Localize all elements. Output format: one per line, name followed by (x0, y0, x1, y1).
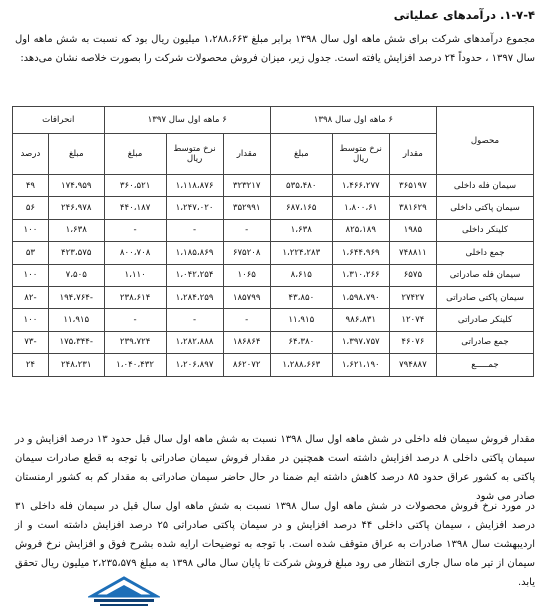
qty-1397-cell: ۸۶۲۰۷۲ (223, 354, 270, 376)
deviation-percent-cell: -۸۲ (13, 286, 49, 308)
rate-1397-cell: - (166, 309, 223, 331)
rate-1398-cell: ۱،۸۰۰،۶۱ (332, 197, 389, 219)
row-label-cell: جمع صادراتی (437, 331, 534, 353)
rate-1397-cell: ۱،۲۴۷،۰۲۰ (166, 197, 223, 219)
header-amount-1398: مبلغ (270, 134, 332, 175)
qty-1398-cell: ۳۶۵۱۹۷ (389, 175, 436, 197)
amount-1398-cell: ۵۳۵،۴۸۰ (270, 175, 332, 197)
deviation-amount-cell: -۱۷۵،۳۴۴ (48, 331, 104, 353)
qty-1398-cell: ۷۹۴۸۸۷ (389, 354, 436, 376)
rate-1398-cell: ۱،۶۲۱،۱۹۰ (332, 354, 389, 376)
rate-1397-cell: ۱،۲۸۴،۲۵۹ (166, 286, 223, 308)
deviation-amount-cell: ۴۲۳،۵۷۵ (48, 242, 104, 264)
amount-1397-cell: - (104, 219, 166, 241)
header-amount-deviation: مبلغ (48, 134, 104, 175)
row-label-cell: سیمان فله داخلی (437, 175, 534, 197)
rate-1397-cell: - (166, 219, 223, 241)
qty-1397-cell: - (223, 219, 270, 241)
deviation-amount-cell: ۲۴۸،۲۳۱ (48, 354, 104, 376)
amount-1397-cell: ۱،۰۴۰،۴۳۲ (104, 354, 166, 376)
sales-table (12, 106, 534, 377)
rate-1397-cell: ۱،۲۸۲،۸۸۸ (166, 331, 223, 353)
table-row (13, 309, 534, 331)
qty-1397-cell: ۱۸۶۸۶۴ (223, 331, 270, 353)
header-group-deviation: انحرافات (13, 107, 105, 134)
header-rate-1397: نرخ متوسط ریال (166, 134, 223, 175)
amount-1398-cell: ۱،۲۲۴،۲۸۳ (270, 242, 332, 264)
qty-1397-cell: ۳۲۳۲۱۷ (223, 175, 270, 197)
deviation-percent-cell: ۱۰۰ (13, 309, 49, 331)
deviation-amount-cell: ۱۷۴،۹۵۹ (48, 175, 104, 197)
rate-1397-cell: ۱،۰۴۲،۲۵۴ (166, 264, 223, 286)
table-row (13, 264, 534, 286)
deviation-amount-cell: ۱،۶۳۸ (48, 219, 104, 241)
row-label-cell: سیمان پاکتی صادراتی (437, 286, 534, 308)
rate-1398-cell: ۸۲۵،۱۸۹ (332, 219, 389, 241)
rate-1398-cell: ۱،۳۱۰،۲۶۶ (332, 264, 389, 286)
rate-1398-cell: ۱،۴۶۶،۲۷۷ (332, 175, 389, 197)
table-row (13, 286, 534, 308)
amount-1398-cell: ۴۳،۸۵۰ (270, 286, 332, 308)
deviation-amount-cell: -۱۹۴،۷۶۴ (48, 286, 104, 308)
table-row (13, 331, 534, 353)
amount-1397-cell: ۴۴۰،۱۸۷ (104, 197, 166, 219)
table-row (13, 197, 534, 219)
amount-1398-cell: ۱۱،۹۱۵ (270, 309, 332, 331)
row-label-cell: جمع داخلی (437, 242, 534, 264)
deviation-percent-cell: -۷۳ (13, 331, 49, 353)
rate-1398-cell: ۱،۵۹۸،۷۹۰ (332, 286, 389, 308)
header-percent: درصد (13, 134, 49, 175)
row-label-cell: جمـــــع (437, 354, 534, 376)
deviation-amount-cell: ۲۴۶،۹۷۸ (48, 197, 104, 219)
amount-1397-cell: ۱،۱۱۰ (104, 264, 166, 286)
qty-1398-cell: ۳۸۱۶۲۹ (389, 197, 436, 219)
header-rate-1398: نرخ متوسط ریال (332, 134, 389, 175)
qty-1397-cell: - (223, 309, 270, 331)
section-heading: ۱-۷-۴. درآمدهای عملیاتی (393, 8, 535, 22)
amount-1398-cell: ۱،۶۳۸ (270, 219, 332, 241)
amount-1397-cell: ۲۳۹،۷۲۴ (104, 331, 166, 353)
row-label-cell: سیمان پاکتی داخلی (437, 197, 534, 219)
deviation-percent-cell: ۱۰۰ (13, 219, 49, 241)
deviation-percent-cell: ۱۰۰ (13, 264, 49, 286)
qty-1397-cell: ۱۰۶۵ (223, 264, 270, 286)
header-qty-1397: مقدار (223, 134, 270, 175)
qty-1397-cell: ۶۷۵۲۰۸ (223, 242, 270, 264)
amount-1398-cell: ۱،۲۸۸،۶۶۳ (270, 354, 332, 376)
rate-1397-cell: ۱،۲۰۶،۸۹۷ (166, 354, 223, 376)
header-qty-1398: مقدار (389, 134, 436, 175)
header-group-1398: ۶ ماهه اول سال ۱۳۹۸ (270, 107, 436, 134)
row-label-cell: سیمان فله صادراتی (437, 264, 534, 286)
rate-1398-cell: ۹۸۶،۸۳۱ (332, 309, 389, 331)
rate-1397-cell: ۱،۱۸۵،۸۶۹ (166, 242, 223, 264)
table-row (13, 219, 534, 241)
rate-1397-cell: ۱،۱۱۸،۸۷۶ (166, 175, 223, 197)
quantity-analysis-paragraph: مقدار فروش سیمان فله داخلی در شش ماهه اول سال ۱۳۹۸ نسبت به شش ماهه اول سال قبل حدود ۱۳ درصد افزایش و در سیمان پاکتی داخلی ۸ درصد افزایش داشته است همچنین در مقدار فروش سیمان صادراتی با توجه به قطع صادرات سیمان پاکتی به کشور عراق حدود ۸۵ درصد کاهش داشته ایم ضمنا در حال حاضر سیمان صادراتی به مقدار کم به کشور ارمنستان صادر می شود (15, 434, 536, 502)
table-row (13, 242, 534, 264)
company-logo (88, 574, 160, 608)
amount-1398-cell: ۶۴،۳۸۰ (270, 331, 332, 353)
amount-1397-cell: ۲۳۸،۶۱۴ (104, 286, 166, 308)
deviation-percent-cell: ۲۴ (13, 354, 49, 376)
qty-1398-cell: ۱۹۸۵ (389, 219, 436, 241)
qty-1398-cell: ۱۲۰۷۴ (389, 309, 436, 331)
deviation-amount-cell: ۷،۵۰۵ (48, 264, 104, 286)
deviation-percent-cell: ۵۶ (13, 197, 49, 219)
qty-1397-cell: ۱۸۵۷۹۹ (223, 286, 270, 308)
header-product: محصول (437, 107, 534, 175)
deviation-percent-cell: ۴۹ (13, 175, 49, 197)
deviation-percent-cell: ۵۳ (13, 242, 49, 264)
qty-1398-cell: ۷۴۸۸۱۱ (389, 242, 436, 264)
qty-1398-cell: ۲۷۴۲۷ (389, 286, 436, 308)
intro-paragraph: مجموع درآمدهای شرکت برای شش ماهه اول سال ۱۳۹۸ برابر مبلغ ۱،۲۸۸،۶۶۳ میلیون ریال بود که نسبت به شش ماهه اول سال ۱۳۹۷ ، حدوداً ۲۴ درصد افزایش یافته است. جدول زیر، میزان فروش محصولات شرکت را بصورت خلاصه نشان می‌دهد: (15, 34, 535, 64)
qty-1398-cell: ۶۵۷۵ (389, 264, 436, 286)
amount-1398-cell: ۸،۶۱۵ (270, 264, 332, 286)
header-amount-1397: مبلغ (104, 134, 166, 175)
deviation-amount-cell: ۱۱،۹۱۵ (48, 309, 104, 331)
amount-1397-cell: ۸۰۰،۷۰۸ (104, 242, 166, 264)
amount-1397-cell: - (104, 309, 166, 331)
amount-1398-cell: ۶۸۷،۱۶۵ (270, 197, 332, 219)
table-row (13, 354, 534, 376)
header-group-1397: ۶ ماهه اول سال ۱۳۹۷ (104, 107, 270, 134)
rate-1398-cell: ۱،۳۹۷،۷۵۷ (332, 331, 389, 353)
table-row (13, 175, 534, 197)
qty-1397-cell: ۳۵۲۹۹۱ (223, 197, 270, 219)
rate-1398-cell: ۱،۶۴۴،۹۶۹ (332, 242, 389, 264)
qty-1398-cell: ۴۶۰۷۶ (389, 331, 436, 353)
row-label-cell: کلینکر صادراتی (437, 309, 534, 331)
row-label-cell: کلینکر داخلی (437, 219, 534, 241)
amount-1397-cell: ۳۶۰،۵۲۱ (104, 175, 166, 197)
table-body (13, 175, 534, 377)
price-analysis-paragraph: در مورد نرخ فروش محصولات در شش ماهه اول سال ۱۳۹۸ نسبت به شش ماهه اول سال قبل در سیمان فله داخلی ۳۱ درصد افزایش ، سیمان پاکتی داخلی ۴۴ درصد افزایش و در سیمان پاکتی صادراتی ۲۵ درصد افزایش داشته است و از اردیبهشت سال ۱۳۹۸ صادرات به عراق متوقف شده است. با توجه به توضیحات ارایه شده بشرح فوق و افزایش نرخ فروش سیمان از تیر ماه سال جاری انتظار می رود مبلغ فروش شرکت تا پایان سال مالی ۱۳۹۸ به مبلغ ۲،۲۳۵،۵۷۹ میلیون ریال تحقق یابد. (15, 501, 536, 588)
